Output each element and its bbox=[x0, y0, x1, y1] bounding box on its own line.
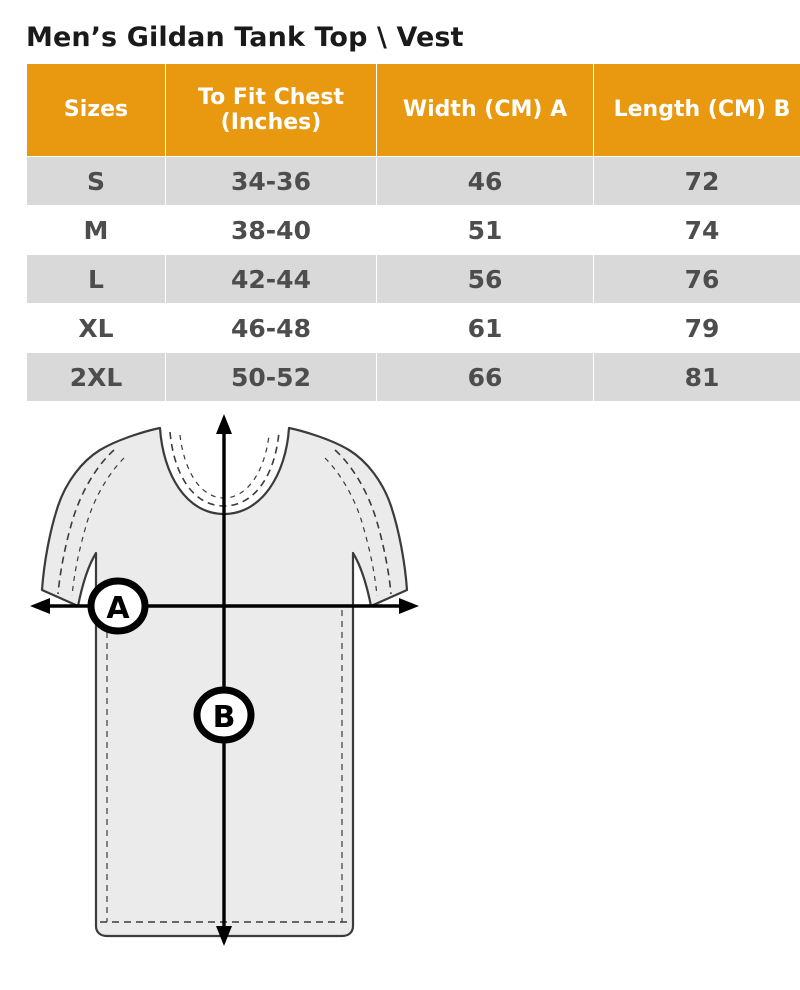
table-header-row bbox=[27, 64, 800, 157]
column-header-chest: To Fit Chest (Inches) bbox=[166, 64, 377, 157]
cell-size: 2XL bbox=[27, 353, 166, 402]
table-row bbox=[27, 157, 800, 206]
width-marker-label: A bbox=[106, 591, 130, 626]
cell-size: M bbox=[27, 206, 166, 255]
cell-chest: 34-36 bbox=[166, 157, 377, 206]
cell-size: L bbox=[27, 255, 166, 304]
column-header-width: Width (CM) A bbox=[377, 64, 594, 157]
cell-width: 51 bbox=[377, 206, 594, 255]
cell-width: 46 bbox=[377, 157, 594, 206]
page-title: Men’s Gildan Tank Top \ Vest bbox=[0, 0, 800, 63]
cell-length: 76 bbox=[594, 255, 800, 304]
length-marker-b bbox=[197, 690, 251, 740]
cell-length: 72 bbox=[594, 157, 800, 206]
cell-chest: 38-40 bbox=[166, 206, 377, 255]
table-row bbox=[27, 353, 800, 402]
cell-length: 81 bbox=[594, 353, 800, 402]
column-header-length: Length (CM) B bbox=[594, 64, 800, 157]
cell-chest: 46-48 bbox=[166, 304, 377, 353]
cell-chest: 50-52 bbox=[166, 353, 377, 402]
cell-length: 74 bbox=[594, 206, 800, 255]
cell-width: 56 bbox=[377, 255, 594, 304]
size-table bbox=[26, 63, 800, 402]
column-header-sizes: Sizes bbox=[27, 64, 166, 157]
table-row bbox=[27, 255, 800, 304]
cell-width: 66 bbox=[377, 353, 594, 402]
cell-size: S bbox=[27, 157, 166, 206]
length-marker-label: B bbox=[213, 700, 236, 735]
width-marker-a bbox=[91, 581, 145, 631]
cell-size: XL bbox=[27, 304, 166, 353]
garment-diagram bbox=[0, 410, 800, 990]
cell-width: 61 bbox=[377, 304, 594, 353]
table-head bbox=[27, 64, 800, 157]
cell-length: 79 bbox=[594, 304, 800, 353]
table-row bbox=[27, 206, 800, 255]
cell-chest: 42-44 bbox=[166, 255, 377, 304]
table-row bbox=[27, 304, 800, 353]
table-body bbox=[27, 157, 800, 402]
